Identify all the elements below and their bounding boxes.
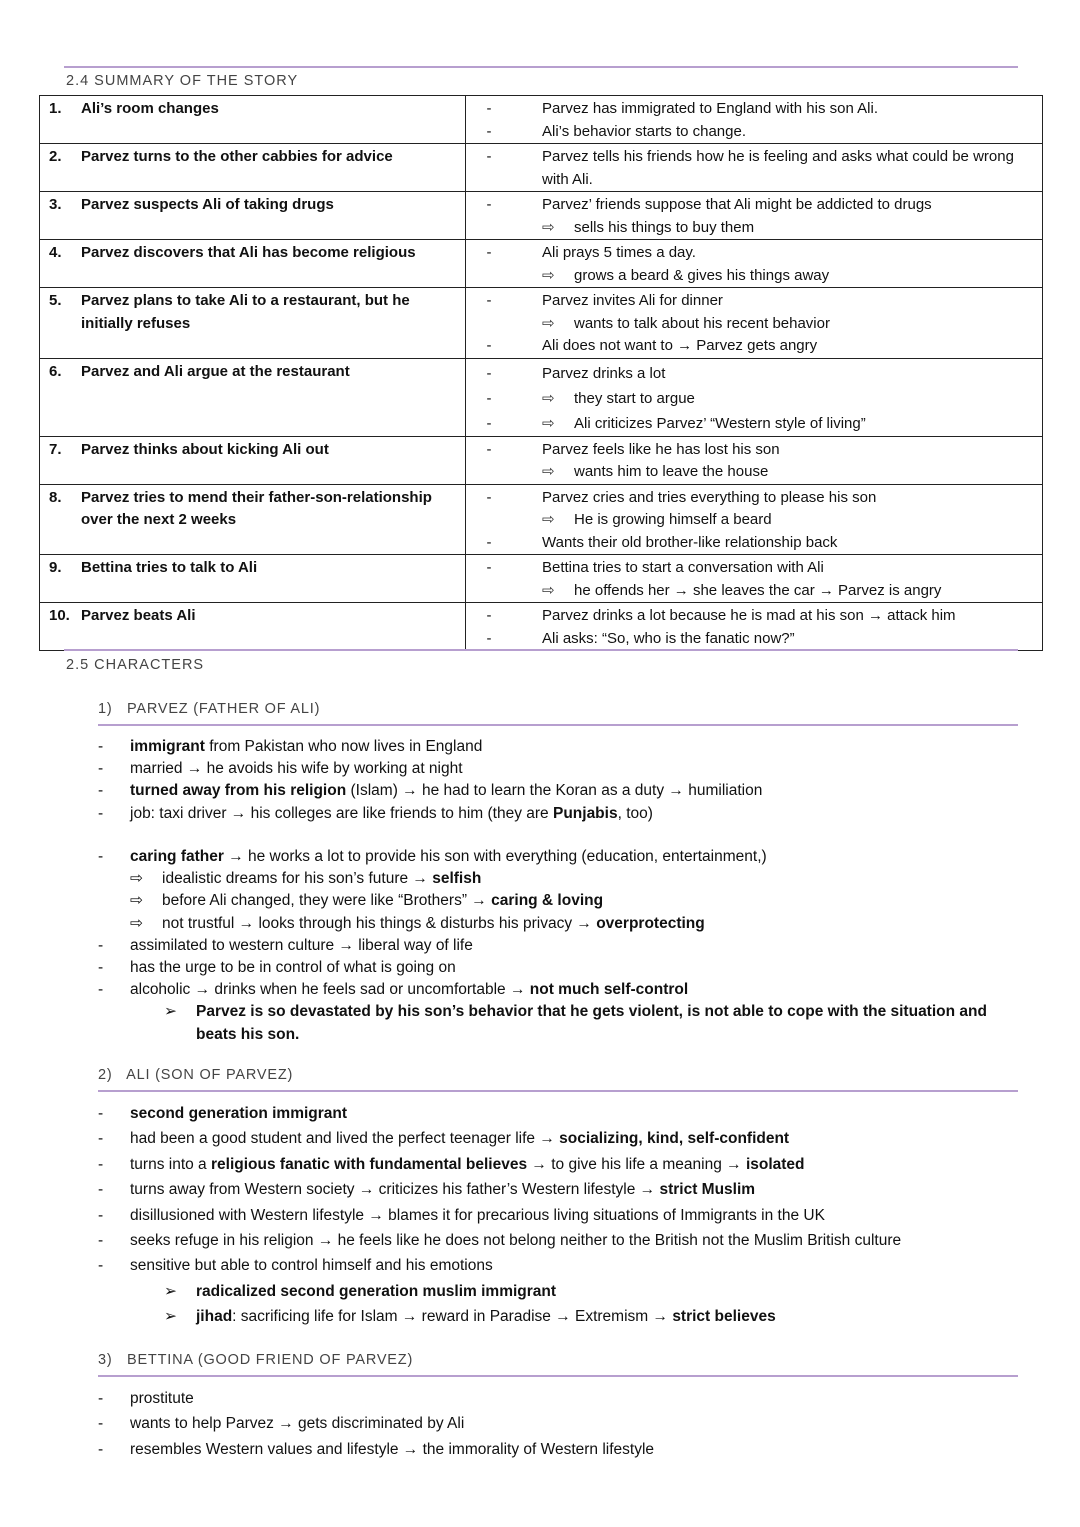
arrow-icon: ⇨	[542, 511, 555, 528]
detail-text: grows a beard & gives his things away	[574, 266, 830, 284]
detail-text: Ali asks: “So, who is the fanatic now?”	[542, 629, 795, 647]
detail-text: Parvez tells his friends how he is feeling and asks what could be wrong with Ali.	[542, 148, 1014, 188]
list-item: - resembles Western values and lifestyle → the immorality of Western lifestyle	[98, 1440, 655, 1458]
arrow-icon: ⇨	[130, 892, 143, 910]
summary-event-cell	[40, 240, 466, 288]
event-label: Parvez thinks about kicking Ali out	[81, 440, 329, 458]
detail-text: Parvez drinks a lot because he is mad at his son → attack him	[542, 607, 956, 624]
detail-text: Ali criticizes Parvez’ “Western style of living”	[574, 414, 866, 432]
summary-event-cell	[40, 603, 466, 651]
dash-bullet: -	[486, 292, 492, 309]
arrow-icon: ⇨	[542, 414, 555, 432]
bettina-heading: 3) BETTINA (GOOD FRIEND OF PARVEZ)	[98, 1352, 414, 1368]
detail-text: He is growing himself a beard	[574, 511, 772, 528]
event-number: 8.	[49, 488, 62, 506]
dash-bullet: -	[486, 244, 492, 261]
arrow-icon: ⇨	[542, 463, 555, 480]
summary-event-cell	[40, 192, 466, 240]
summary-event-cell	[40, 144, 466, 192]
arrow-icon: ⇨	[130, 914, 143, 932]
dash-bullet: -	[486, 364, 492, 382]
parvez-rule	[98, 724, 1018, 726]
table-row	[40, 358, 1043, 436]
detail-text: Wants their old brother-like relationship back	[542, 533, 838, 551]
detail-text: Parvez drinks a lot	[542, 364, 666, 382]
dash-bullet	[466, 509, 512, 532]
event-label: Parvez discovers that Ali has become religious	[81, 244, 416, 261]
event-number: 2.	[49, 148, 62, 165]
section-rule-characters	[64, 649, 1018, 651]
parvez-list-1	[98, 736, 1028, 825]
detail-text: Ali’s behavior starts to change.	[542, 122, 747, 140]
dash-bullet: -	[486, 414, 492, 432]
summary-event-cell	[40, 358, 466, 436]
event-label: Parvez beats Ali	[81, 607, 196, 624]
conclusion-item: ➢ jihad: sacrificing life for Islam → reward in Paradise → Extremism → strict believes	[98, 1304, 1028, 1329]
dash-bullet: -	[486, 148, 492, 165]
triangle-bullet-icon: ➢	[164, 1308, 177, 1326]
dash-bullet: -	[486, 196, 492, 213]
summary-detail-cell	[466, 358, 1043, 436]
list-item: - turns away from Western society → criticizes his father’s Western lifestyle → strict Muslim	[98, 1181, 756, 1199]
parvez-heading: 1) PARVEZ (FATHER OF ALI)	[98, 701, 321, 717]
characters-title: 2.5 CHARACTERS	[66, 657, 205, 673]
dash-bullet: -	[486, 122, 492, 140]
summary-event-cell	[40, 555, 466, 603]
list-item: - sensitive but able to control himself and his emotions	[98, 1257, 493, 1275]
summary-detail-cell	[466, 288, 1043, 359]
triangle-bullet-icon: ➢	[164, 1003, 177, 1021]
summary-event-cell	[40, 436, 466, 484]
parvez-list-2	[98, 846, 1028, 1046]
list-item: - seeks refuge in his religion → he feels like he does not belong neither to the British not the Muslim British culture	[98, 1232, 902, 1250]
list-item: - turns into a religious fanatic with fundamental believes → to give his life a meaning → isolated	[98, 1155, 805, 1173]
event-number: 4.	[49, 244, 62, 261]
list-item: - alcoholic → drinks when he feels sad or uncomfortable → not much self-control	[98, 981, 689, 999]
detail-text: Parvez’ friends suppose that Ali might be addicted to drugs	[542, 196, 932, 213]
list-item: - assimilated to western culture → liberal way of life	[98, 936, 473, 954]
detail-text: Parvez feels like he has lost his son	[542, 440, 780, 458]
list-item: - has the urge to be in control of what is going on	[98, 959, 456, 977]
summary-detail-cell	[466, 484, 1043, 555]
conclusion-item: ➢ Parvez is so devastated by his son’s behavior that he gets violent, is not able to cope with the situation and beats his son.	[98, 1001, 1028, 1045]
detail-line	[466, 557, 1034, 580]
dash-bullet	[466, 217, 512, 240]
bettina-rule	[98, 1375, 1018, 1377]
summary-detail-cell	[466, 240, 1043, 288]
dash-bullet: -	[486, 488, 492, 506]
detail-text: Parvez has immigrated to England with his son Ali.	[542, 100, 878, 117]
ali-rule	[98, 1090, 1018, 1092]
list-item: - disillusioned with Western lifestyle → blames it for precarious living situations of Immigrants in the UK	[98, 1206, 825, 1224]
table-row	[40, 144, 1043, 192]
summary-detail-cell	[466, 436, 1043, 484]
list-item: - had been a good student and lived the perfect teenager life → socializing, kind, self-confident	[98, 1130, 790, 1148]
detail-line	[466, 628, 1034, 651]
detail-text: Bettina tries to start a conversation with Ali	[542, 559, 824, 576]
detail-line	[466, 461, 1034, 484]
event-number: 3.	[49, 196, 62, 213]
detail-line	[466, 386, 1034, 411]
event-label: Parvez turns to the other cabbies for advice	[81, 148, 393, 165]
list-item: - turned away from his religion (Islam) → he had to learn the Koran as a duty → humiliation	[98, 782, 763, 800]
detail-line	[466, 580, 1034, 603]
summary-event-cell	[40, 484, 466, 555]
arrow-icon: ⇨	[542, 389, 555, 407]
list-item: - immigrant from Pakistan who now lives in England	[98, 738, 483, 755]
detail-text: wants to talk about his recent behavior	[574, 314, 830, 332]
detail-line	[466, 217, 1034, 240]
detail-text: Ali prays 5 times a day.	[542, 244, 696, 261]
summary-table	[39, 95, 1043, 651]
summary-event-cell	[40, 288, 466, 359]
detail-line	[466, 146, 1034, 191]
event-number: 1.	[49, 100, 62, 117]
detail-line	[466, 313, 1034, 336]
table-row	[40, 603, 1043, 651]
table-row	[40, 288, 1043, 359]
detail-line	[466, 98, 1034, 121]
detail-line	[466, 605, 1034, 628]
list-item: ⇨ not trustful → looks through his things & disturbs his privacy → overprotecting	[98, 913, 1028, 935]
list-item: - second generation immigrant	[98, 1105, 348, 1122]
table-row	[40, 192, 1043, 240]
detail-line	[466, 194, 1034, 217]
table-row	[40, 436, 1043, 484]
summary-detail-cell	[466, 555, 1043, 603]
detail-text: sells his things to buy them	[574, 218, 755, 236]
detail-text: he offends her → she leaves the car → Parvez is angry	[574, 581, 942, 599]
dash-bullet	[466, 265, 512, 288]
table-row	[40, 484, 1043, 555]
table-row	[40, 96, 1043, 144]
detail-line	[466, 532, 1034, 555]
summary-detail-cell	[466, 144, 1043, 192]
detail-line	[466, 121, 1034, 144]
list-item: - caring father → he works a lot to provide his son with everything (education, entertainment,)	[98, 848, 767, 865]
arrow-icon: ⇨	[542, 314, 555, 332]
arrow-icon: ⇨	[542, 218, 555, 236]
detail-line	[466, 265, 1034, 288]
detail-line	[466, 290, 1034, 313]
list-item: - job: taxi driver → his colleges are like friends to him (they are Punjabis, too)	[98, 804, 653, 822]
detail-line	[466, 439, 1034, 462]
list-item: - married → he avoids his wife by working at night	[98, 760, 463, 778]
detail-text: Ali does not want to → Parvez gets angry	[542, 337, 818, 354]
dash-bullet: -	[486, 389, 492, 407]
detail-line	[466, 242, 1034, 265]
detail-text: Parvez invites Ali for dinner	[542, 292, 723, 309]
ali-list	[98, 1101, 1028, 1330]
arrow-icon: ⇨	[542, 266, 555, 284]
summary-detail-cell	[466, 192, 1043, 240]
summary-title: 2.4 SUMMARY OF THE STORY	[66, 73, 299, 89]
dash-bullet: -	[486, 100, 492, 117]
detail-line	[466, 361, 1034, 386]
detail-line	[466, 411, 1034, 436]
event-number: 9.	[49, 559, 62, 576]
dash-bullet: -	[486, 559, 492, 576]
dash-bullet: -	[486, 440, 492, 458]
event-label: Parvez tries to mend their father-son-relationship over the next 2 weeks	[81, 488, 432, 528]
ali-heading: 2) ALI (SON OF PARVEZ)	[98, 1067, 294, 1083]
detail-line	[466, 509, 1034, 532]
dash-bullet	[466, 461, 512, 484]
event-number: 5.	[49, 292, 62, 309]
list-item: - wants to help Parvez → gets discriminated by Ali	[98, 1415, 465, 1433]
table-row	[40, 555, 1043, 603]
event-label: Parvez plans to take Ali to a restaurant, but he initially refuses	[81, 292, 410, 332]
detail-text: they start to argue	[574, 389, 695, 407]
dash-bullet	[466, 580, 512, 603]
detail-line	[466, 487, 1034, 510]
event-label: Bettina tries to talk to Ali	[81, 559, 258, 576]
conclusion-item: ➢ radicalized second generation muslim immigrant	[98, 1279, 1028, 1304]
summary-event-cell	[40, 96, 466, 144]
event-number: 10.	[49, 607, 70, 624]
detail-text: wants him to leave the house	[574, 463, 769, 480]
section-rule-summary	[64, 66, 1018, 68]
bettina-list	[98, 1386, 1028, 1462]
event-label: Parvez and Ali argue at the restaurant	[81, 362, 350, 380]
summary-detail-cell	[466, 96, 1043, 144]
event-label: Ali’s room changes	[81, 100, 219, 117]
list-item: - prostitute	[98, 1390, 194, 1407]
dash-bullet: -	[486, 629, 492, 647]
dash-bullet	[466, 313, 512, 336]
list-item: ⇨ before Ali changed, they were like “Brothers” → caring & loving	[98, 890, 1028, 912]
summary-detail-cell	[466, 603, 1043, 651]
dash-bullet: -	[486, 337, 492, 354]
arrow-icon: ⇨	[130, 870, 143, 888]
event-number: 7.	[49, 440, 62, 458]
list-item: ⇨ idealistic dreams for his son’s future → selfish	[98, 868, 1028, 890]
table-row	[40, 240, 1043, 288]
event-number: 6.	[49, 362, 62, 380]
dash-bullet: -	[486, 533, 492, 551]
detail-line	[466, 335, 1034, 358]
event-label: Parvez suspects Ali of taking drugs	[81, 196, 334, 213]
detail-text: Parvez cries and tries everything to please his son	[542, 488, 877, 506]
arrow-icon: ⇨	[542, 581, 555, 599]
triangle-bullet-icon: ➢	[164, 1282, 177, 1300]
dash-bullet: -	[486, 607, 492, 624]
